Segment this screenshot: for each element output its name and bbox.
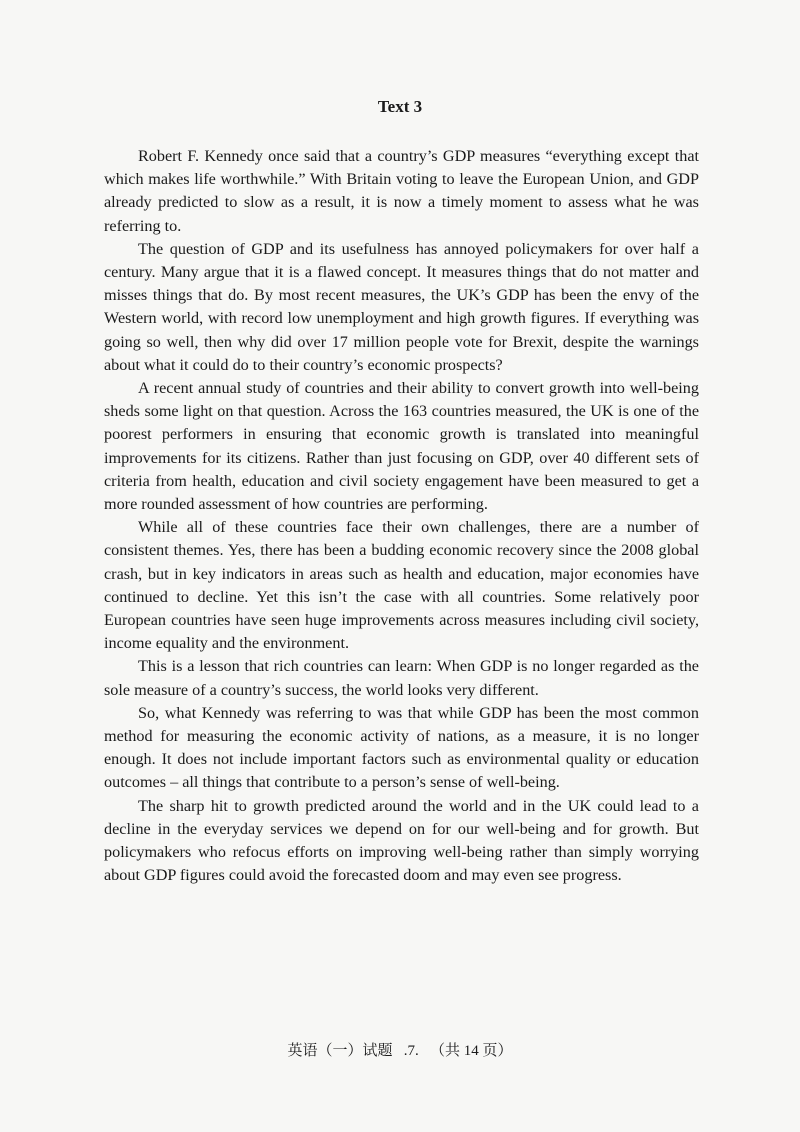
paragraph-1: Robert F. Kennedy once said that a country’s GDP measures “everything except that which makes life worthwhile.” With Britain voting to leave the European Union, and GDP already predicted to slow as a result, it is now a timely moment to assess what he was referring to. [104, 147, 699, 235]
paragraph-4: While all of these countries face their own challenges, there are a number of consistent themes. Yes, there has been a budding economic recovery since the 2008 global crash, but in key indicators in areas such as health and education, major economies have continued to decline. Yet this isn’t the case with all countries. Some relatively poor European countries have seen huge improvements across measures including civil society, income equality and the environment. [104, 518, 699, 653]
paragraph-5: This is a lesson that rich countries can learn: When GDP is no longer regarded as the sole measure of a country’s success, the world looks very different. [104, 657, 699, 699]
section-title: Text 3 [377, 97, 423, 116]
paragraph-6: So, what Kennedy was referring to was that while GDP has been the most common method for measuring the economic activity of nations, as a measure, it is no longer enough. It does not include important factors such as environmental quality or education outcomes – all things that contribute to a person’s sense of well-being. [104, 703, 699, 792]
article-body [104, 145, 699, 888]
paragraph-2: The question of GDP and its usefulness has annoyed policymakers for over half a century. Many argue that it is a flawed concept. It measures things that do not matter and misses things that do. By most recent measures, the UK’s GDP has been the envy of the Western world, with record low unemployment and high growth figures. If everything was going so well, then why did over 17 million people vote for Brexit, despite the warnings about what it could do to their country’s economic prospects? [104, 239, 699, 374]
page-footer: 英语（一）试题 .7. （共 14 页） [287, 1043, 513, 1059]
paragraph-7: The sharp hit to growth predicted around the world and in the UK could lead to a decline in the everyday services we depend on for our well-being and for growth. But policymakers who refocus efforts on improving well-being rather than simply worrying about GDP figures could avoid the forecasted doom and may even see progress. [104, 796, 699, 885]
paragraph-3: A recent annual study of countries and their ability to convert growth into well-being sheds some light on that question. Across the 163 countries measured, the UK is one of the poorest performers in ensuring that economic growth is translated into meaningful improvements for its citizens. Rather than just focusing on GDP, over 40 different sets of criteria from health, education and civil society engagement have been measured to get a more rounded assessment of how countries are performing. [104, 379, 699, 514]
